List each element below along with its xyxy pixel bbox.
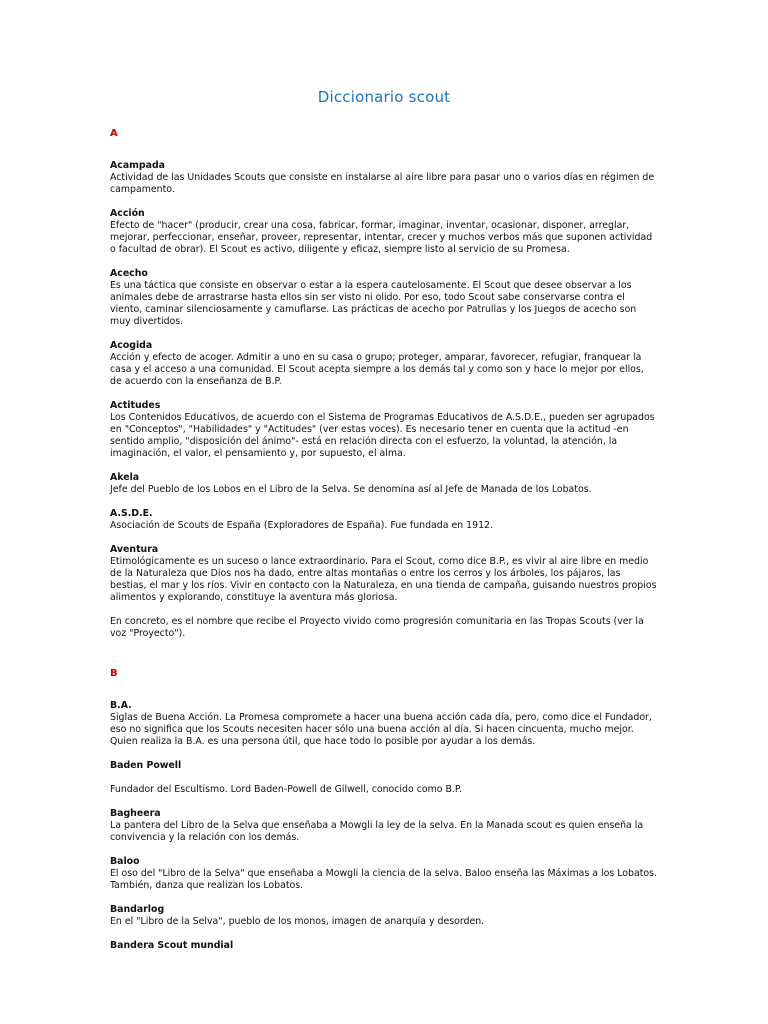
- entry-definition: Acción y efecto de acoger. Admitir a uno en su casa o grupo; proteger, amparar, favorecer, refugiar, franquear la casa y el acceso a una comunidad. El Scout acepta siempre a los demás tal y como son y hace lo mejor por ellos, de acuerdo con la enseñanza de B.P.: [110, 352, 644, 387]
- entry-definition: Etimológicamente es un suceso o lance extraordinario. Para el Scout, como dice B.P., es vivir al aire libre en medio de la Naturaleza que Dios nos ha dado, entre altas montañas o entre los cerros y los árboles, los pájaros, las bestias, el mar y los ríos. Vivir en contacto con la Naturaleza, en una tienda de campaña, guisando nuestros propios alimentos y explorando, constituye la aventura más gloriosa.: [110, 556, 657, 603]
- section-letter: A: [110, 128, 118, 139]
- entry-definition: La pantera del Libro de la Selva que enseñaba a Mowgli la ley de la selva. En la Manada scout es quien enseña la convivencia y la relación con los demás.: [110, 820, 644, 843]
- entry-definition: Fundador del Escultismo. Lord Baden-Powell de Gilwell, conocido como B.P.: [110, 784, 463, 795]
- entry-term: Bandarlog: [110, 904, 165, 915]
- section-letter: B: [110, 668, 118, 679]
- entry-term: Acción: [110, 208, 145, 219]
- entry-term: A.S.D.E.: [110, 508, 153, 519]
- entry-definition: Siglas de Buena Acción. La Promesa compromete a hacer una buena acción cada día, pero, como dice el Fundador, eso no significa que los Scouts necesiten hacer sólo una buena acción al día. Si hacen cincuenta, mucho mejor. Quien realiza la B.A. es una persona útil, que hace todo lo posible por ayudar a los demás.: [110, 712, 652, 747]
- entry-term: Acogida: [110, 340, 153, 351]
- entry-definition: Los Contenidos Educativos, de acuerdo con el Sistema de Programas Educativos de A.S.D.E., pueden ser agrupados en "Conceptos", "Habilidades" y "Actitudes" (ver estas voces). Es necesario tener en cuenta que la actitud -en sentido amplio, "disposición del ánimo"- está en relación directa con el esfuerzo, la voluntad, la atención, la imaginación, el valor, el pensamiento y, por supuesto, el alma.: [110, 412, 655, 459]
- entry-term: Aventura: [110, 544, 159, 555]
- entry-term: Bandera Scout mundial: [110, 940, 234, 951]
- section-gap: [110, 640, 658, 668]
- entry-term: Baden Powell: [110, 760, 182, 771]
- entry-term: Baloo: [110, 856, 140, 867]
- entry-term: B.A.: [110, 700, 132, 711]
- entry-definition: Actividad de las Unidades Scouts que consiste en instalarse al aire libre para pasar uno o varios días en régimen de campamento.: [110, 172, 655, 195]
- entry-term: Actitudes: [110, 400, 161, 411]
- entry-definition: El oso del "Libro de la Selva" que enseñaba a Mowgli la ciencia de la selva. Baloo enseña las Máximas a los Lobatos. También, danza que realizan los Lobatos.: [110, 868, 657, 891]
- entry-definition: En concreto, es el nombre que recibe el Proyecto vivido como progresión comunitaria en las Tropas Scouts (ver la voz "Proyecto").: [110, 616, 644, 639]
- entry-definition: Efecto de "hacer" (producir, crear una cosa, fabricar, formar, imaginar, inventar, ocasionar, disponer, arreglar, mejorar, perfeccionar, enseñar, proveer, representar, intentar, crecer y muchos verbos más que suponen actividad o facultad de obrar). El Scout es activo, diligente y eficaz, siempre listo al servicio de su Promesa.: [110, 220, 653, 255]
- entry-definition: Es una táctica que consiste en observar o estar a la espera cautelosamente. El Scout que desee observar a los animales debe de arrastrarse hasta ellos sin ser visto ni olido. Por eso, todo Scout sabe conservarse contra el viento, caminar silenciosamente y camuflarse. Las prácticas de acecho por Patrullas y los Juegos de acecho son muy divertidos.: [110, 280, 637, 327]
- entry-term: Acampada: [110, 160, 165, 171]
- entry-definition: Asociación de Scouts de España (Exploradores de España). Fue fundada en 1912.: [110, 520, 493, 531]
- page-title: Diccionario scout: [317, 88, 451, 106]
- entry-definition: Jefe del Pueblo de los Lobos en el Libro de la Selva. Se denomina así al Jefe de Manada de los Lobatos.: [110, 484, 592, 495]
- entry-term: Acecho: [110, 268, 148, 279]
- dictionary-content: [110, 128, 658, 952]
- entry-definition: En el "Libro de la Selva", pueblo de los monos, imagen de anarquía y desorden.: [110, 916, 485, 927]
- entry-term: Akela: [110, 472, 140, 483]
- entry-term: Bagheera: [110, 808, 161, 819]
